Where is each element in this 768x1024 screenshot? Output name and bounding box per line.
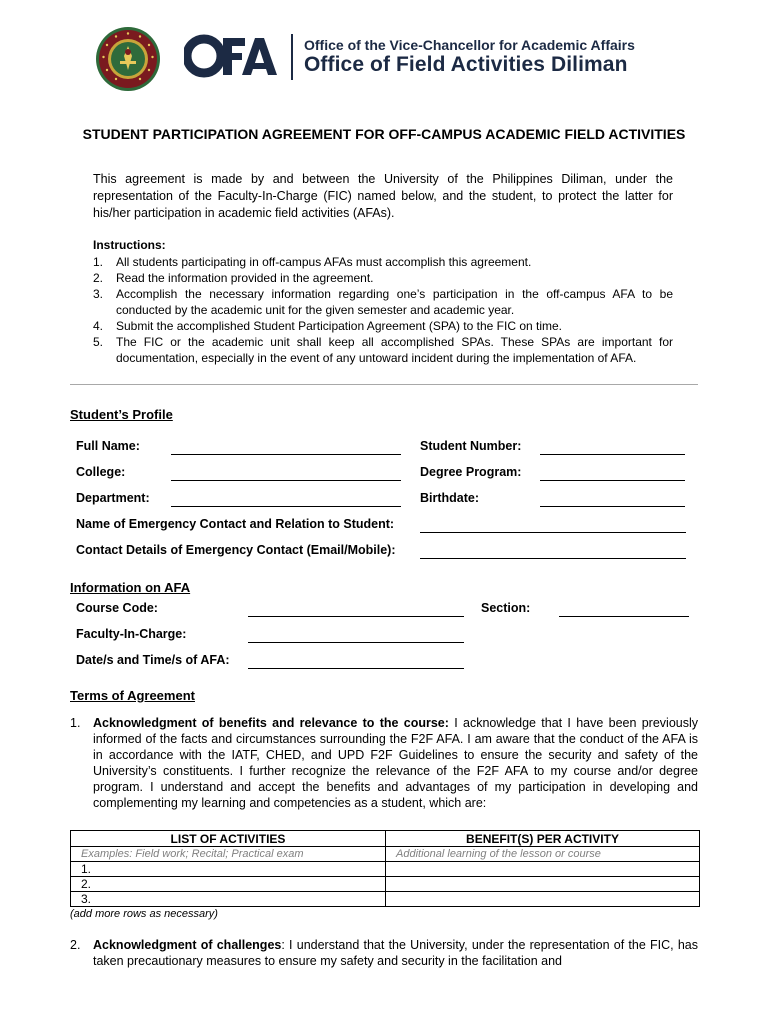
benefit-cell[interactable] — [386, 862, 700, 877]
office-name-line2: Office of Field Activities Diliman — [304, 53, 628, 76]
afa-info-heading: Information on AFA — [70, 580, 191, 595]
emergency-contact-name-label: Name of Emergency Contact and Relation to Student: — [76, 517, 395, 531]
terms-heading: Terms of Agreement — [70, 688, 195, 703]
section-separator — [70, 384, 698, 385]
instructions-list — [93, 254, 673, 366]
instruction-item: 4. Submit the accomplished Student Participation Agreement (SPA) to the FIC on time. — [93, 319, 562, 333]
degree-program-field[interactable] — [540, 480, 685, 481]
benefit-cell[interactable] — [386, 877, 700, 892]
column-header: BENEFIT(S) PER ACTIVITY — [386, 831, 700, 847]
section-label: Section: — [481, 601, 531, 615]
activities-table — [70, 830, 700, 907]
student-number-label: Student Number: — [420, 439, 522, 453]
column-header: LIST OF ACTIVITIES — [71, 831, 386, 847]
college-field[interactable] — [171, 480, 401, 481]
document-title: STUDENT PARTICIPATION AGREEMENT FOR OFF-CAMPUS ACADEMIC FIELD ACTIVITIES — [82, 126, 686, 142]
emergency-contact-details-label: Contact Details of Emergency Contact (Email/Mobile): — [76, 543, 396, 557]
header-divider — [291, 34, 293, 80]
student-profile-heading: Student’s Profile — [70, 407, 173, 422]
ofa-logo — [184, 32, 280, 80]
benefit-cell[interactable] — [386, 892, 700, 907]
course-code-label: Course Code: — [76, 601, 158, 615]
up-seal-icon — [95, 26, 161, 92]
term-item: 1. Acknowledgment of benefits and relevance to the course: I acknowledge that I have been previously informed of the facts and circumstances surrounding the F2F AFA. I am aware that the conduct of the AFA is in accordance with the IATF, CHED, and UPD F2F Guidelines to ensure the security and safety of the University’s constituents. I further recognize the relevance of the F2F AFA to my course and/or degree program. I understand and accept the benefits and advantages of my participation in developing and complementing my learning and competencies as a student, which are: — [70, 716, 698, 810]
department-label: Department: — [76, 491, 150, 505]
example-cell: Additional learning of the lesson or course — [386, 847, 700, 862]
emergency-contact-name-field[interactable] — [420, 532, 686, 533]
activity-cell[interactable]: 3. — [71, 892, 386, 907]
full-name-label: Full Name: — [76, 439, 140, 453]
instructions-heading: Instructions: — [93, 238, 166, 252]
instruction-item: 2. Read the information provided in the agreement. — [93, 271, 374, 285]
dates-times-field[interactable] — [248, 668, 464, 669]
activity-cell[interactable]: 1. — [71, 862, 386, 877]
degree-program-label: Degree Program: — [420, 465, 522, 479]
intro-paragraph: This agreement is made by and between the University of the Philippines Diliman, under the representation of the Faculty-In-Charge (FIC) named below, and the student, to protect the latter for his/her participation in academic field activities (AFAs). — [93, 172, 673, 220]
instruction-item: 1. All students participating in off-campus AFAs must accomplish this agreement. — [93, 255, 532, 269]
table-row[interactable] — [71, 892, 700, 907]
full-name-field[interactable] — [171, 454, 401, 455]
course-code-field[interactable] — [248, 616, 464, 617]
activity-cell[interactable]: 2. — [71, 877, 386, 892]
table-row[interactable] — [71, 862, 700, 877]
table-header-row — [71, 831, 700, 847]
term-item: 2. Acknowledgment of challenges: I understand that the University, under the representation of the FIC, has taken precautionary measures to ensure my safety and security in the facilitation and — [70, 938, 698, 968]
example-cell: Examples: Field work; Recital; Practical exam — [71, 847, 386, 862]
dates-times-label: Date/s and Time/s of AFA: — [76, 653, 230, 667]
instruction-item: 5. The FIC or the academic unit shall keep all accomplished SPAs. These SPAs are important for documentation, especially in the event of any untoward incident during the implementation of AFA. — [93, 335, 673, 365]
department-field[interactable] — [171, 506, 401, 507]
student-number-field[interactable] — [540, 454, 685, 455]
birthdate-label: Birthdate: — [420, 491, 480, 505]
faculty-in-charge-label: Faculty-In-Charge: — [76, 627, 187, 641]
office-name-line1: Office of the Vice-Chancellor for Academic Affairs — [304, 37, 635, 53]
college-label: College: — [76, 465, 126, 479]
table-example-row — [71, 847, 700, 862]
birthdate-field[interactable] — [540, 506, 685, 507]
instruction-item: 3. Accomplish the necessary information regarding one’s participation in the off-campus AFA to be conducted by the academic unit for the given semester and academic year. — [93, 287, 673, 317]
table-note: (add more rows as necessary) — [70, 908, 218, 920]
emergency-contact-details-field[interactable] — [420, 558, 686, 559]
table-row[interactable] — [71, 877, 700, 892]
faculty-in-charge-field[interactable] — [248, 642, 464, 643]
section-field[interactable] — [559, 616, 689, 617]
